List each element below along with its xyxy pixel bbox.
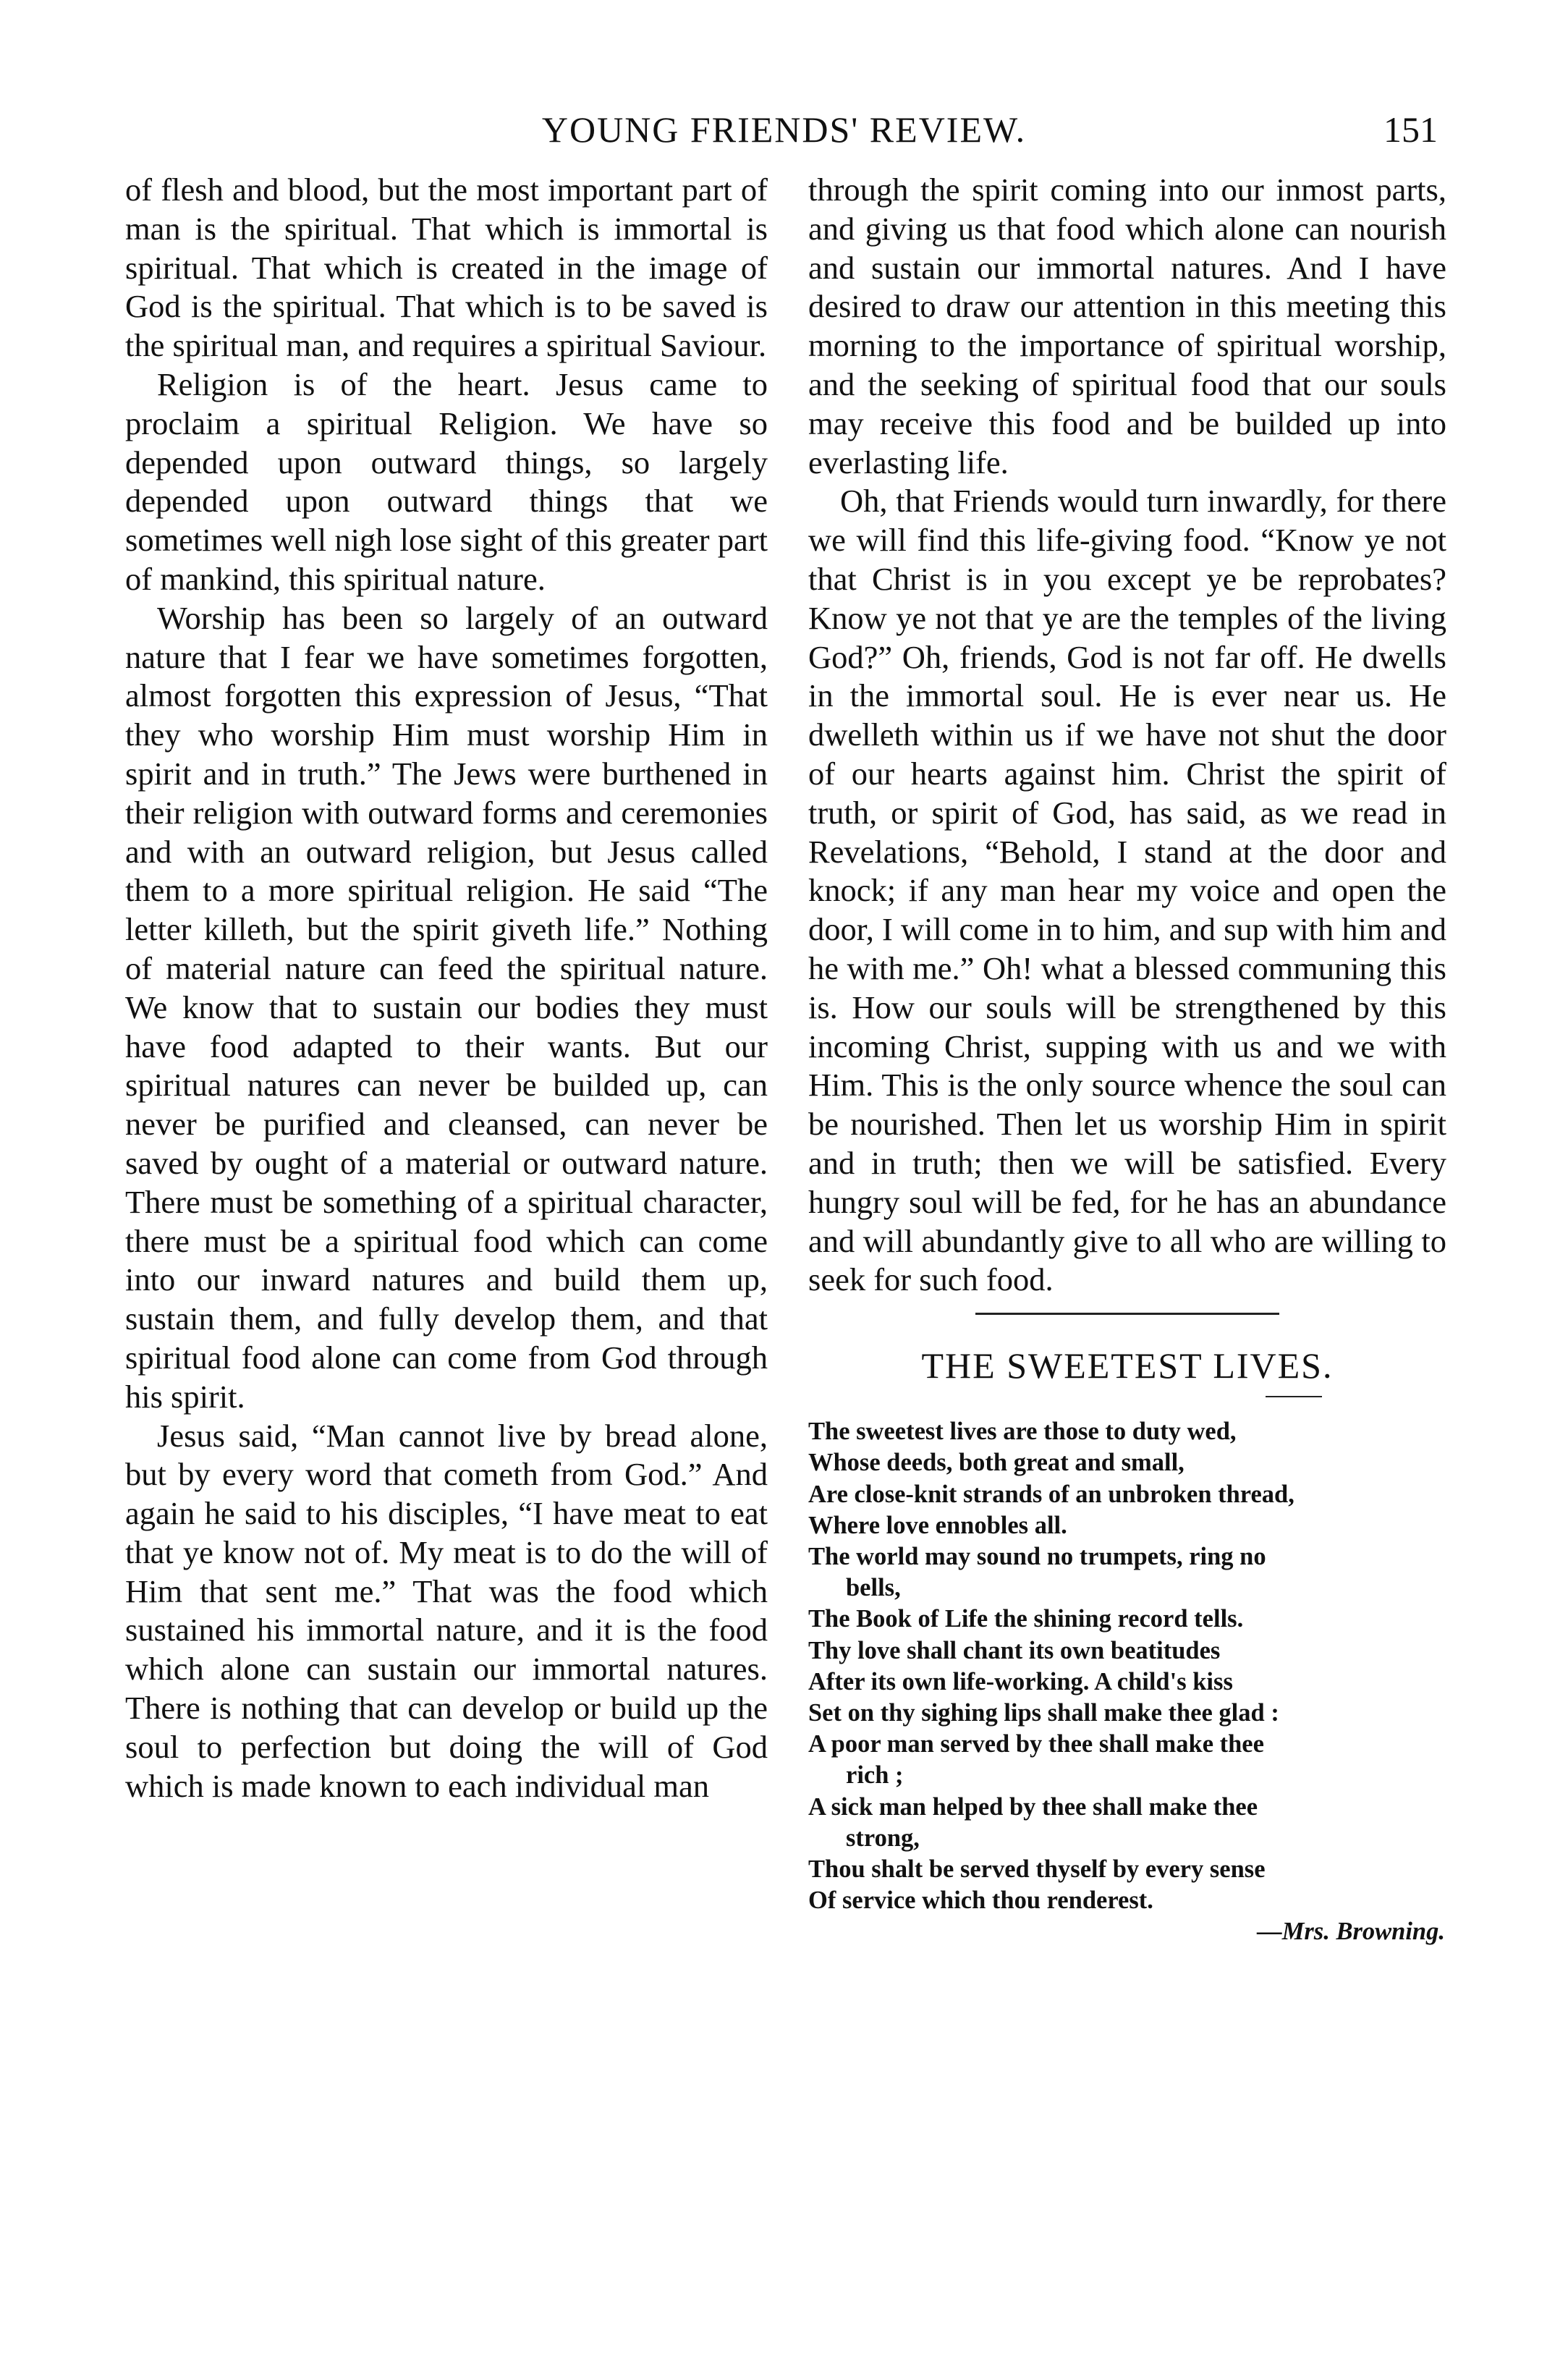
paragraph: through the spirit coming into our inmost parts, and giving us that food which alone can nourish and sustain our immortal natures. And I have desired to draw our attention in this meeting this morning to the importance of spiritual worship, and the seeking of spiritual food that our souls may receive this food and be builded up into everlasting life.: [808, 172, 1446, 480]
poem-line-continuation: strong,: [846, 1824, 920, 1852]
poem-line: Thou shalt be served thyself by every sense: [808, 1855, 1266, 1883]
poem-line: Where love ennobles all.: [808, 1511, 1067, 1539]
poem-line: Set on thy sighing lips shall make thee glad :: [808, 1698, 1279, 1727]
poem: [808, 1416, 1446, 1947]
poem-line-continuation: bells,: [846, 1574, 901, 1602]
paragraph: Worship has been so largely of an outward nature that I fear we have sometimes forgotten, almost forgotten this expression of Jesus, “That they who worship Him must worship Him in spirit and in truth.” The Jews were burthened in their religion with outward forms and ceremonies and with an outward religion, but Jesus called them to a more spiritual religion. He said “The letter killeth, but the spirit giveth life.” Nothing of material nature can feed the spiritual nature. We know that to sustain our bodies they must have food adapted to their wants. But our spiritual natures can never be builded up, can never be purified and cleansed, can never be saved by ought of a material or outward nature. There must be something of a spiritual character, there must be a spiritual food which can come into our inward natures and build them up, sustain them, and fully develop them, and that spiritual food alone can come from God through his spirit.: [125, 599, 768, 1415]
poem-line: Thy love shall chant its own beatitudes: [808, 1636, 1221, 1664]
title-underline: [1266, 1396, 1322, 1397]
section-divider: [975, 1313, 1279, 1315]
paragraph: Religion is of the heart. Jesus came to proclaim a spiritual Religion. We have so depended upon outward things, so largely depended upon outward things that we sometimes well nigh lose sight of this greater part of mankind, this spiritual nature.: [125, 365, 768, 597]
poem-line: After its own life-working. A child's kiss: [808, 1667, 1233, 1695]
poem-line: The sweetest lives are those to duty wed,: [808, 1418, 1237, 1446]
poem-line: Of service which thou renderest.: [808, 1887, 1153, 1915]
paragraph: of flesh and blood, but the most important part of man is the spiritual. That which is immortal is spiritual. That which is created in the image of God is the spiritual. That which is to be saved is the spiritual man, and requires a spiritual Saviour.: [125, 172, 768, 364]
poem-line: A sick man helped by thee shall make thee: [808, 1792, 1258, 1821]
poem-line: The Book of Life the shining record tells.: [808, 1605, 1244, 1633]
right-column: [808, 171, 1446, 1948]
poem-line: Whose deeds, both great and small,: [808, 1449, 1185, 1477]
running-head: [0, 109, 1568, 159]
poem-attribution: —Mrs. Browning.: [1257, 1918, 1445, 1946]
poem-line: Are close-knit strands of an unbroken thread,: [808, 1480, 1294, 1508]
poem-line: A poor man served by thee shall make thee: [808, 1730, 1264, 1758]
poem-line-continuation: rich ;: [846, 1761, 904, 1790]
paragraph: Oh, that Friends would turn inwardly, for there we will find this life-giving food. “Know ye not that Christ is in you except ye be reprobates? Know ye not that ye are the temples of the living God?” Oh, friends, God is not far off. He dwells in the immortal soul. He is ever near us. He dwelleth within us if we have not shut the door of our hearts against him. Christ the spirit of truth, or spirit of God, has said, as we read in Revelations, “Behold, I stand at the door and knock; if any man hear my voice and open the door, I will come in to him, and sup with him and he with me.” Oh! what a blessed communing this is. How our souls will be strengthened by this incoming Christ, supping with us and we with Him. This is the only source whence the soul can be nourished. Then let us worship Him in spirit and in truth; then we will be satisfied. Every hungry soul will be fed, for he has an abundance and will abundantly give to all who are willing to seek for such food.: [808, 483, 1446, 1298]
left-column: [125, 171, 768, 1805]
poem-line: The world may sound no trumpets, ring no: [808, 1542, 1266, 1570]
poem-title: THE SWEETEST LIVES.: [921, 1345, 1334, 1386]
page-number: 151: [1383, 109, 1438, 150]
paragraph: Jesus said, “Man cannot live by bread alone, but by every word that cometh from God.” And again he said to his disciples, “I have meat to eat that ye know not of. My meat is to do the will of Him that sent me.” That was the food which sustained his immortal nature, and it is the food which alone can sustain our immortal natures. There is nothing that can develop or build up the soul to perfection but doing the will of God which is made known to each individual man: [125, 1417, 768, 1804]
running-title: YOUNG FRIENDS' REVIEW.: [541, 109, 1027, 150]
